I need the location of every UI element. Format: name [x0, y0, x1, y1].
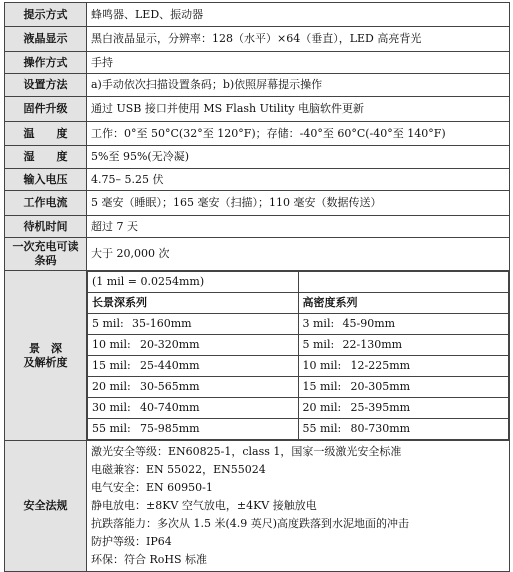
- safety-line: 环保：符合 RoHS 标准: [91, 553, 208, 566]
- table-row: [5, 97, 510, 122]
- row-label: 提示方式: [5, 3, 87, 27]
- list-item: 55 mil: 75-985mm: [88, 419, 299, 440]
- row-label: 设置方法: [5, 74, 87, 97]
- table-row: [5, 74, 510, 97]
- depth-value: [87, 271, 510, 441]
- list-item: 15 mil: 25-440mm: [88, 356, 299, 377]
- safety-line: 激光安全等级：EN60825-1，class 1，国家一级激光安全标准: [91, 445, 402, 458]
- depth-label-line2: 及解析度: [23, 355, 68, 369]
- safety-row: [5, 441, 510, 572]
- row-value: 手持: [87, 52, 510, 74]
- mil-note: (1 mil = 0.0254mm): [88, 272, 299, 293]
- high-density-series-title: 高密度系列: [298, 293, 509, 314]
- safety-line: 电气安全：EN 60950-1: [91, 481, 213, 494]
- row-label: 操作方式: [5, 52, 87, 74]
- depth-row: [5, 271, 510, 441]
- list-item: 30 mil: 40-740mm: [88, 398, 299, 419]
- safety-value: [87, 441, 510, 572]
- row-value: 超过 7 天: [87, 216, 510, 238]
- row-label: 一次充电可读条码: [5, 238, 87, 271]
- list-item: 15 mil: 20-305mm: [298, 377, 509, 398]
- list-item: 55 mil: 80-730mm: [298, 419, 509, 440]
- list-item: 5 mil: 35-160mm: [88, 314, 299, 335]
- row-label: 湿 度: [5, 146, 87, 169]
- safety-label: 安全法规: [5, 441, 87, 572]
- long-range-series-title: 长景深系列: [88, 293, 299, 314]
- list-item: 5 mil: 22-130mm: [298, 335, 509, 356]
- row-value: 通过 USB 接口并使用 MS Flash Utility 电脑软件更新: [87, 97, 510, 122]
- row-label: 固件升级: [5, 97, 87, 122]
- list-item: 10 mil: 20-320mm: [88, 335, 299, 356]
- row-value: 蜂鸣器、LED、振动器: [87, 3, 510, 27]
- row-value: 大于 20,000 次: [87, 238, 510, 271]
- row-value: 工作：0°至 50°C(32°至 120°F)；存储：-40°至 60°C(-40°至 140°F): [87, 122, 510, 146]
- row-label: 温 度: [5, 122, 87, 146]
- safety-line: 电磁兼容：EN 55022，EN55024: [91, 463, 266, 476]
- row-value: 4.75– 5.25 伏: [87, 169, 510, 191]
- row-label: 工作电流: [5, 191, 87, 216]
- table-row: [5, 27, 510, 52]
- table-row: [5, 216, 510, 238]
- row-value: 5%至 95%(无冷凝): [87, 146, 510, 169]
- list-item: 3 mil: 45-90mm: [298, 314, 509, 335]
- safety-line: 抗跌落能力：多次从 1.5 米(4.9 英尺)高度跌落到水泥地面的冲击: [91, 517, 410, 530]
- list-item: 20 mil: 25-395mm: [298, 398, 509, 419]
- row-label: 输入电压: [5, 169, 87, 191]
- safety-line: 防护等级：IP64: [91, 535, 172, 548]
- spec-sheet: [4, 2, 509, 572]
- depth-table: [87, 271, 509, 440]
- table-row: [5, 122, 510, 146]
- table-row: [5, 52, 510, 74]
- table-row: [5, 191, 510, 216]
- row-label: 待机时间: [5, 216, 87, 238]
- table-row: [5, 3, 510, 27]
- safety-line: 静电放电：±8KV 空气放电，±4KV 接触放电: [91, 499, 317, 512]
- row-value: 5 毫安（睡眠）；165 毫安（扫描）；110 毫安（数据传送）: [87, 191, 510, 216]
- depth-label-line1: 景 深: [29, 341, 62, 355]
- row-value: a)手动依次扫描设置条码；b)依照屏幕提示操作: [87, 74, 510, 97]
- table-row: [5, 238, 510, 271]
- table-row: [5, 169, 510, 191]
- row-value: 黑白液晶显示，分辨率：128（水平）×64（垂直），LED 高亮背光: [87, 27, 510, 52]
- depth-label: [5, 271, 87, 441]
- row-label: 液晶显示: [5, 27, 87, 52]
- spec-table: [4, 2, 510, 572]
- list-item: 20 mil: 30-565mm: [88, 377, 299, 398]
- table-row: [5, 146, 510, 169]
- list-item: 10 mil: 12-225mm: [298, 356, 509, 377]
